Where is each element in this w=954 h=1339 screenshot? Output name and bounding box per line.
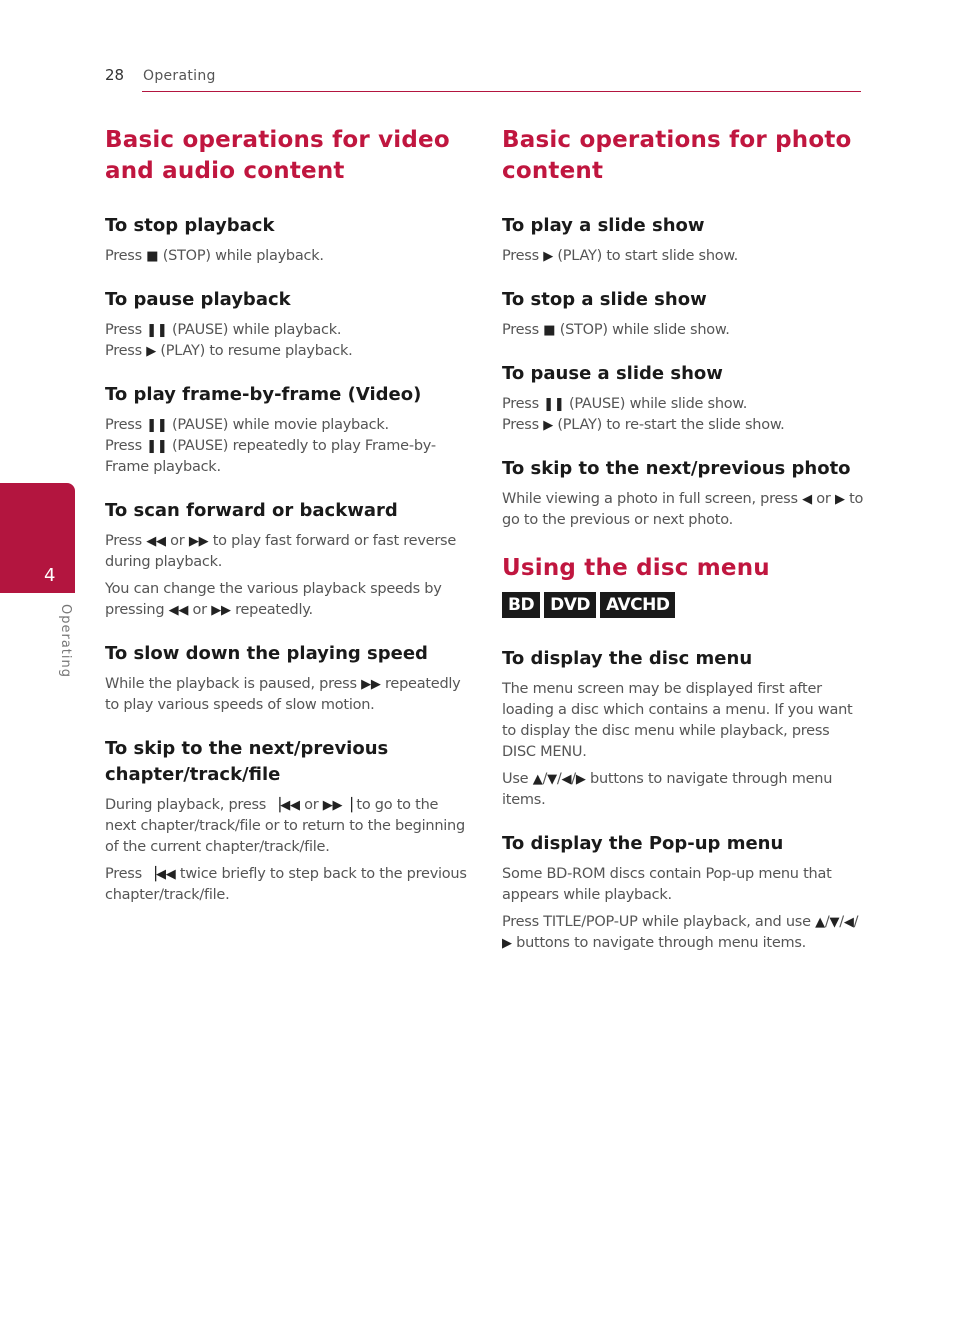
pause-icon: ❚❚ <box>543 397 565 412</box>
left-arrow-icon: ◀ <box>802 492 812 507</box>
section-frame-by-frame <box>105 382 470 478</box>
text-frame-by-frame: Press ❚❚ (PAUSE) while movie playback. Press ❚❚ (PAUSE) repeatedly to play Frame-by-Frame playback. <box>105 417 436 475</box>
pause-icon: ❚❚ <box>146 323 168 338</box>
text-stop-slideshow: Press ■ (STOP) while slide show. <box>502 322 730 338</box>
text-disc-menu-1: The menu screen may be displayed first after loading a disc which contains a menu. If you want to display the disc menu while playback, press DISC MENU. <box>502 681 853 760</box>
rewind-icon: ◀◀ <box>168 603 189 618</box>
page-header <box>105 64 861 92</box>
heading-disc-menu: To display the disc menu <box>502 648 753 669</box>
rewind-icon: ◀◀ <box>146 534 166 549</box>
section-popup-menu <box>502 831 864 954</box>
stop-icon: ■ <box>543 323 556 338</box>
section-skip-photo <box>502 456 864 531</box>
play-icon: ▶ <box>543 249 554 264</box>
text-scan-2: You can change the various playback speeds by pressing ◀◀ or ▶▶ repeatedly. <box>105 581 442 618</box>
pause-icon: ❚❚ <box>146 418 168 433</box>
text-stop-playback: Press ■ (STOP) while playback. <box>105 248 324 264</box>
text-skip-chapter-2: Press ▕◀◀ twice briefly to step back to the previous chapter/track/file. <box>105 866 467 903</box>
stop-icon: ■ <box>146 249 159 264</box>
skip-previous-icon: ▕◀◀ <box>270 798 300 813</box>
heading-stop-slideshow: To stop a slide show <box>502 289 707 310</box>
disc-type-badges <box>502 592 864 618</box>
play-icon: ▶ <box>146 344 157 359</box>
heading-skip-photo: To skip to the next/previous photo <box>502 458 851 479</box>
text-pause-playback: Press ❚❚ (PAUSE) while playback. Press ▶ (PLAY) to resume playback. <box>105 322 353 359</box>
section-skip-chapter <box>105 736 470 906</box>
text-pause-slideshow: Press ❚❚ (PAUSE) while slide show. Press ▶ (PLAY) to re-start the slide show. <box>502 396 785 433</box>
text-skip-photo: While viewing a photo in full screen, press ◀ or ▶ to go to the previous or next photo. <box>502 491 864 528</box>
left-column <box>105 125 470 926</box>
text-disc-menu-2: Use ▲/▼/◀/▶ buttons to navigate through menu items. <box>502 771 833 808</box>
down-arrow-icon: ▼ <box>829 915 840 930</box>
right-arrow-icon: ▶ <box>575 772 586 787</box>
badge-dvd: DVD <box>544 592 596 618</box>
skip-next-icon: ▶▶▕ <box>322 798 353 813</box>
badge-avchd: AVCHD <box>600 592 675 618</box>
heading-stop-playback: To stop playback <box>105 215 275 236</box>
chapter-tab <box>0 483 75 593</box>
left-arrow-icon: ◀ <box>561 772 572 787</box>
text-skip-chapter-1: During playback, press ▕◀◀ or ▶▶▕ to go to the next chapter/track/file or to return to the beginning of the current chapter/track/file. <box>105 797 465 855</box>
heading-play-slideshow: To play a slide show <box>502 215 705 236</box>
text-scan-1: Press ◀◀ or ▶▶ to play fast forward or fast reverse during playback. <box>105 533 457 570</box>
section-slow <box>105 641 470 716</box>
text-play-slideshow: Press ▶ (PLAY) to start slide show. <box>502 248 739 264</box>
heading-pause-playback: To pause playback <box>105 289 291 310</box>
section-title-disc-menu: Using the disc menu <box>502 555 770 581</box>
section-play-slideshow <box>502 213 864 267</box>
text-popup-menu-2: Press TITLE/POP-UP while playback, and use ▲/▼/◀/▶ buttons to navigate through menu items. <box>502 914 859 951</box>
text-slow: While the playback is paused, press ▶▶ repeatedly to play various speeds of slow motion. <box>105 676 461 713</box>
heading-skip-chapter: To skip to the next/previous chapter/track/file <box>105 738 389 785</box>
heading-scan: To scan forward or backward <box>105 500 398 521</box>
section-disc-menu <box>502 646 864 811</box>
heading-slow: To slow down the playing speed <box>105 643 428 664</box>
text-popup-menu-1: Some BD-ROM discs contain Pop-up menu that appears while playback. <box>502 866 832 903</box>
up-arrow-icon: ▲ <box>532 772 543 787</box>
pause-icon: ❚❚ <box>146 439 168 454</box>
skip-previous-icon: ▕◀◀ <box>146 867 176 882</box>
section-pause-playback <box>105 287 470 362</box>
header-rule <box>142 91 861 92</box>
up-arrow-icon: ▲ <box>815 915 825 930</box>
section-stop-playback <box>105 213 470 267</box>
page-number: 28 <box>105 66 125 84</box>
badge-bd: BD <box>502 592 540 618</box>
section-title-video-audio: Basic operations for video and audio content <box>105 127 450 184</box>
fast-forward-icon: ▶▶ <box>188 534 209 549</box>
right-column <box>502 125 864 974</box>
fast-forward-icon: ▶▶ <box>361 677 381 692</box>
left-arrow-icon: ◀ <box>843 915 854 930</box>
section-scan <box>105 498 470 621</box>
section-title-photo: Basic operations for photo content <box>502 127 852 184</box>
running-title: Operating <box>143 68 216 84</box>
right-arrow-icon: ▶ <box>834 492 845 507</box>
heading-popup-menu: To display the Pop-up menu <box>502 833 784 854</box>
down-arrow-icon: ▼ <box>547 772 557 787</box>
section-stop-slideshow <box>502 287 864 341</box>
chapter-label: Operating <box>58 604 73 678</box>
heading-frame-by-frame: To play frame-by-frame (Video) <box>105 384 422 405</box>
right-arrow-icon: ▶ <box>502 936 512 951</box>
section-pause-slideshow <box>502 361 864 436</box>
fast-forward-icon: ▶▶ <box>211 603 231 618</box>
play-icon: ▶ <box>543 418 554 433</box>
heading-pause-slideshow: To pause a slide show <box>502 363 723 384</box>
chapter-number: 4 <box>44 565 56 586</box>
